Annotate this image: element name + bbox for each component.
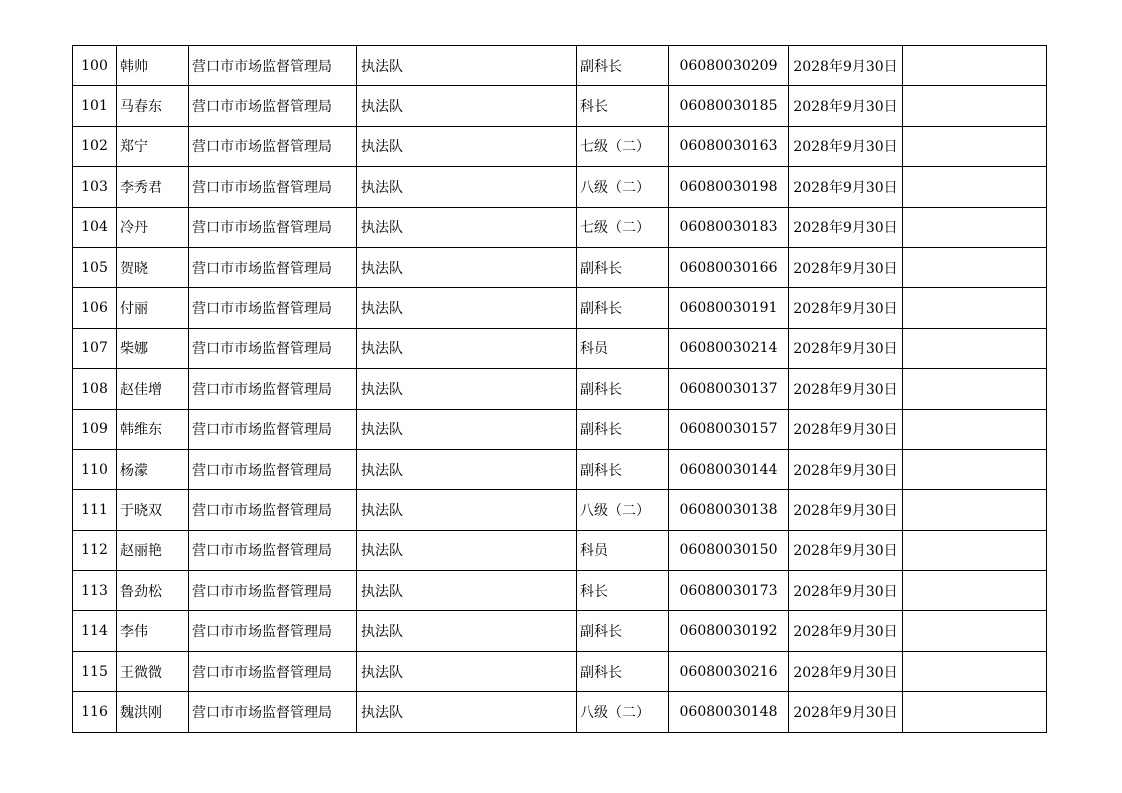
certificate-number-cell: 06080030183 [669,207,789,247]
name-cell: 杨濛 [117,449,189,489]
table-row [73,126,1047,166]
department-cell: 执法队 [357,611,577,651]
row-number-cell: 108 [73,369,117,409]
rank-cell: 七级（二） [577,207,669,247]
expiry-date-cell: 2028年9月30日 [789,86,903,126]
unit-cell: 营口市市场监督管理局 [189,207,357,247]
table-row [73,369,1047,409]
department-cell: 执法队 [357,409,577,449]
table-row [73,328,1047,368]
expiry-date-cell: 2028年9月30日 [789,692,903,732]
expiry-date-cell: 2028年9月30日 [789,167,903,207]
name-cell: 赵丽艳 [117,530,189,570]
certificate-number-cell: 06080030198 [669,167,789,207]
name-cell: 郑宁 [117,126,189,166]
note-cell [903,207,1047,247]
unit-cell: 营口市市场监督管理局 [189,126,357,166]
row-number-cell: 110 [73,449,117,489]
note-cell [903,288,1047,328]
note-cell [903,449,1047,489]
rank-cell: 科员 [577,530,669,570]
department-cell: 执法队 [357,449,577,489]
certificate-number-cell: 06080030148 [669,692,789,732]
row-number-cell: 115 [73,651,117,691]
name-cell: 赵佳增 [117,369,189,409]
row-number-cell: 106 [73,288,117,328]
row-number-cell: 103 [73,167,117,207]
table-row [73,571,1047,611]
table-row [73,46,1047,86]
name-cell: 鲁劲松 [117,571,189,611]
name-cell: 魏洪刚 [117,692,189,732]
expiry-date-cell: 2028年9月30日 [789,409,903,449]
note-cell [903,46,1047,86]
unit-cell: 营口市市场监督管理局 [189,651,357,691]
name-cell: 冷丹 [117,207,189,247]
row-number-cell: 105 [73,247,117,287]
rank-cell: 八级（二） [577,167,669,207]
unit-cell: 营口市市场监督管理局 [189,247,357,287]
unit-cell: 营口市市场监督管理局 [189,449,357,489]
name-cell: 贺晓 [117,247,189,287]
table-row [73,530,1047,570]
certificate-number-cell: 06080030209 [669,46,789,86]
name-cell: 付丽 [117,288,189,328]
name-cell: 于晓双 [117,490,189,530]
expiry-date-cell: 2028年9月30日 [789,449,903,489]
unit-cell: 营口市市场监督管理局 [189,328,357,368]
expiry-date-cell: 2028年9月30日 [789,571,903,611]
department-cell: 执法队 [357,126,577,166]
rank-cell: 副科长 [577,46,669,86]
expiry-date-cell: 2028年9月30日 [789,369,903,409]
certificate-number-cell: 06080030216 [669,651,789,691]
unit-cell: 营口市市场监督管理局 [189,46,357,86]
expiry-date-cell: 2028年9月30日 [789,126,903,166]
name-cell: 马春东 [117,86,189,126]
expiry-date-cell: 2028年9月30日 [789,328,903,368]
note-cell [903,530,1047,570]
department-cell: 执法队 [357,530,577,570]
department-cell: 执法队 [357,46,577,86]
rank-cell: 副科长 [577,409,669,449]
unit-cell: 营口市市场监督管理局 [189,692,357,732]
certificate-number-cell: 06080030191 [669,288,789,328]
unit-cell: 营口市市场监督管理局 [189,86,357,126]
note-cell [903,167,1047,207]
rank-cell: 副科长 [577,449,669,489]
rank-cell: 科长 [577,571,669,611]
row-number-cell: 116 [73,692,117,732]
certificate-number-cell: 06080030173 [669,571,789,611]
certificate-number-cell: 06080030157 [669,409,789,449]
rank-cell: 科长 [577,86,669,126]
rank-cell: 科员 [577,328,669,368]
expiry-date-cell: 2028年9月30日 [789,530,903,570]
expiry-date-cell: 2028年9月30日 [789,490,903,530]
row-number-cell: 112 [73,530,117,570]
note-cell [903,328,1047,368]
row-number-cell: 114 [73,611,117,651]
department-cell: 执法队 [357,651,577,691]
table-row [73,692,1047,732]
row-number-cell: 113 [73,571,117,611]
expiry-date-cell: 2028年9月30日 [789,611,903,651]
department-cell: 执法队 [357,571,577,611]
department-cell: 执法队 [357,86,577,126]
rank-cell: 副科长 [577,651,669,691]
unit-cell: 营口市市场监督管理局 [189,167,357,207]
name-cell: 李伟 [117,611,189,651]
certificate-number-cell: 06080030185 [669,86,789,126]
department-cell: 执法队 [357,369,577,409]
rank-cell: 副科长 [577,247,669,287]
expiry-date-cell: 2028年9月30日 [789,207,903,247]
table-row [73,86,1047,126]
row-number-cell: 104 [73,207,117,247]
unit-cell: 营口市市场监督管理局 [189,611,357,651]
row-number-cell: 101 [73,86,117,126]
note-cell [903,692,1047,732]
rank-cell: 副科长 [577,611,669,651]
table-row [73,288,1047,328]
table-row [73,247,1047,287]
expiry-date-cell: 2028年9月30日 [789,46,903,86]
table-row [73,611,1047,651]
department-cell: 执法队 [357,247,577,287]
note-cell [903,611,1047,651]
table-row [73,167,1047,207]
table-row [73,651,1047,691]
row-number-cell: 109 [73,409,117,449]
certificate-number-cell: 06080030192 [669,611,789,651]
note-cell [903,126,1047,166]
rank-cell: 八级（二） [577,692,669,732]
unit-cell: 营口市市场监督管理局 [189,369,357,409]
unit-cell: 营口市市场监督管理局 [189,530,357,570]
expiry-date-cell: 2028年9月30日 [789,247,903,287]
name-cell: 韩维东 [117,409,189,449]
note-cell [903,490,1047,530]
table-row [73,409,1047,449]
rank-cell: 副科长 [577,288,669,328]
name-cell: 李秀君 [117,167,189,207]
department-cell: 执法队 [357,328,577,368]
certificate-number-cell: 06080030214 [669,328,789,368]
expiry-date-cell: 2028年9月30日 [789,288,903,328]
table-row [73,207,1047,247]
department-cell: 执法队 [357,167,577,207]
certificate-number-cell: 06080030150 [669,530,789,570]
name-cell: 柴娜 [117,328,189,368]
rank-cell: 副科长 [577,369,669,409]
note-cell [903,571,1047,611]
row-number-cell: 107 [73,328,117,368]
unit-cell: 营口市市场监督管理局 [189,409,357,449]
table-row [73,449,1047,489]
personnel-table [72,45,1047,733]
unit-cell: 营口市市场监督管理局 [189,288,357,328]
row-number-cell: 100 [73,46,117,86]
unit-cell: 营口市市场监督管理局 [189,571,357,611]
rank-cell: 七级（二） [577,126,669,166]
certificate-number-cell: 06080030166 [669,247,789,287]
note-cell [903,86,1047,126]
certificate-number-cell: 06080030144 [669,449,789,489]
department-cell: 执法队 [357,490,577,530]
table-body [73,46,1047,733]
rank-cell: 八级（二） [577,490,669,530]
note-cell [903,651,1047,691]
row-number-cell: 111 [73,490,117,530]
certificate-number-cell: 06080030137 [669,369,789,409]
name-cell: 韩帅 [117,46,189,86]
note-cell [903,247,1047,287]
department-cell: 执法队 [357,288,577,328]
expiry-date-cell: 2028年9月30日 [789,651,903,691]
certificate-number-cell: 06080030138 [669,490,789,530]
table-row [73,490,1047,530]
note-cell [903,409,1047,449]
department-cell: 执法队 [357,692,577,732]
department-cell: 执法队 [357,207,577,247]
note-cell [903,369,1047,409]
unit-cell: 营口市市场监督管理局 [189,490,357,530]
name-cell: 王微微 [117,651,189,691]
row-number-cell: 102 [73,126,117,166]
certificate-number-cell: 06080030163 [669,126,789,166]
